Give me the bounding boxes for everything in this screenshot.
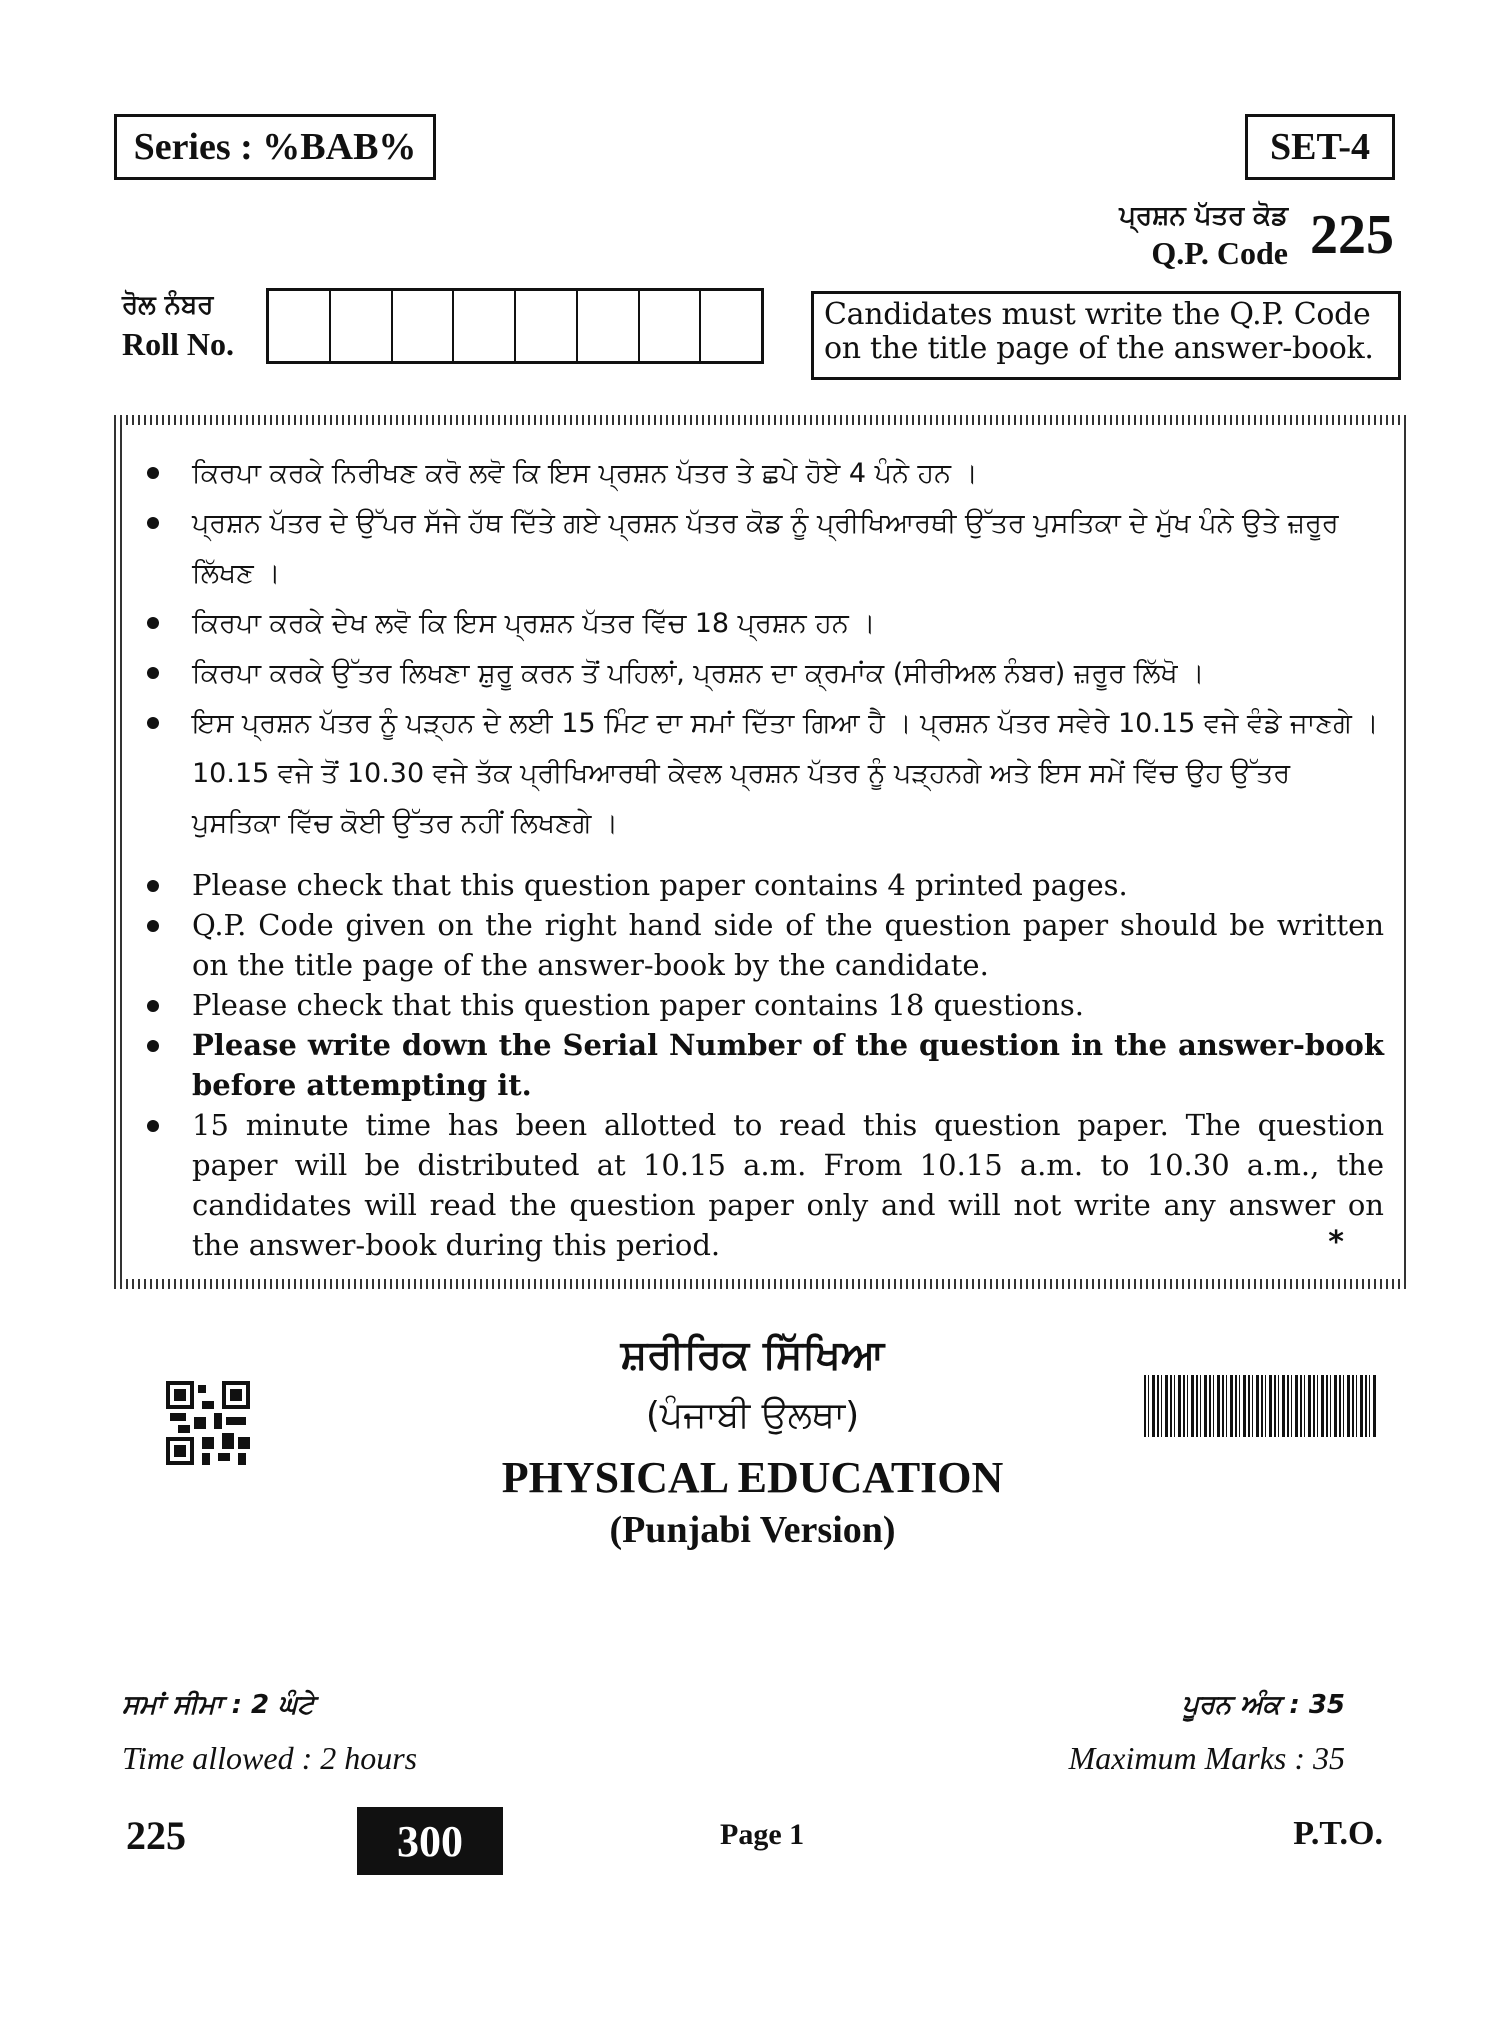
pto-label: P.T.O.: [1293, 1815, 1383, 1852]
version-label: (Punjabi Version): [609, 1509, 896, 1551]
qp-code-block: [1119, 198, 1394, 272]
qp-code-label-punjabi: ਪ੍ਰਸ਼ਨ ਪੱਤਰ ਕੋਡ: [1119, 201, 1288, 231]
instruction-item: [147, 1105, 1384, 1265]
serial-number-box: 300: [357, 1807, 503, 1875]
candidates-note: Candidates must write the Q.P. Code on the title page of the answer-book.: [811, 291, 1401, 380]
page-number: Page 1: [720, 1818, 805, 1851]
subject-title-punjabi: ਸ਼ਰੀਰਿਕ ਸਿੱਖਿਆ: [620, 1332, 885, 1378]
series-label: Series : %BAB%: [114, 114, 436, 180]
roll-box[interactable]: [393, 291, 455, 361]
instruction-item: ਕਿਰਪਾ ਕਰਕੇ ਉੱਤਰ ਲਿਖਣਾ ਸ਼ੁਰੂ ਕਰਨ ਤੋਂ ਪਹਿਲਾਂ, ਪ੍ਰਸ਼ਨ ਦਾ ਕ੍ਰਮਾਂਕ (ਸੀਰੀਅਲ ਨੰਬਰ) ਜ਼ਰੂਰ ਲਿੱਖੋ ।: [147, 649, 1384, 699]
max-marks: Maximum Marks : 35: [1068, 1740, 1345, 1776]
instruction-item: Please write down the Serial Number of the question in the answer-book before attempting it.: [147, 1025, 1384, 1105]
roll-label: Roll No.: [122, 326, 234, 362]
instruction-item: ਕਿਰਪਾ ਕਰਕੇ ਦੇਖ ਲਵੋ ਕਿ ਇਸ ਪ੍ਰਸ਼ਨ ਪੱਤਰ ਵਿੱਚ 18 ਪ੍ਰਸ਼ਨ ਹਨ ।: [147, 599, 1384, 649]
instruction-item: Please check that this question paper contains 18 questions.: [147, 985, 1384, 1025]
qp-code-label: Q.P. Code: [1151, 235, 1288, 271]
version-punjabi: (ਪੰਜਾਬੀ ਉਲਥਾ): [645, 1395, 860, 1436]
roll-box[interactable]: [331, 291, 393, 361]
time-allowed: Time allowed : 2 hours: [122, 1740, 418, 1776]
footer-qp-code: 225: [126, 1813, 186, 1858]
roll-label-punjabi: ਰੋਲ ਨੰਬਰ: [122, 290, 214, 320]
roll-box[interactable]: [269, 291, 331, 361]
roll-box[interactable]: [701, 291, 761, 361]
instruction-text: 15 minute time has been allotted to read this question paper. The question paper will be distributed at 10.15 a.m. From 10.15 a.m. to 10.30 a.m., the candidates will read the question paper only and will not write any answer on the answer-book during this period.: [192, 1108, 1384, 1262]
roll-box[interactable]: [578, 291, 640, 361]
instruction-item: Q.P. Code given on the right hand side of the question paper should be written on the title page of the answer-book by the candidate.: [147, 905, 1384, 985]
max-marks-punjabi: ਪੂਰਨ ਅੰਕ : 35: [1182, 1690, 1345, 1720]
roll-box[interactable]: [454, 291, 516, 361]
qp-code: 225: [1310, 204, 1394, 266]
instructions-frame: [114, 415, 1410, 1289]
roll-number-boxes[interactable]: [266, 288, 764, 364]
time-allowed-punjabi: ਸਮਾਂ ਸੀਮਾ : 2 ਘੰਟੇ: [122, 1690, 315, 1720]
set-label: SET-4: [1245, 114, 1395, 180]
instructions-punjabi: [147, 449, 1384, 849]
subject-title: PHYSICAL EDUCATION: [501, 1453, 1004, 1502]
star-mark: *: [1328, 1225, 1344, 1260]
instruction-item: ਇਸ ਪ੍ਰਸ਼ਨ ਪੱਤਰ ਨੂੰ ਪੜ੍ਹਨ ਦੇ ਲਈ 15 ਮਿੰਟ ਦਾ ਸਮਾਂ ਦਿੱਤਾ ਗਿਆ ਹੈ । ਪ੍ਰਸ਼ਨ ਪੱਤਰ ਸਵੇਰੇ 10.15 ਵਜੇ ਵੰਡੇ ਜਾਣਗੇ । 10.15 ਵਜੇ ਤੋਂ 10.30 ਵਜੇ ਤੱਕ ਪ੍ਰੀਖਿਆਰਥੀ ਕੇਵਲ ਪ੍ਰਸ਼ਨ ਪੱਤਰ ਨੂੰ ਪੜ੍ਹਨਗੇ ਅਤੇ ਇਸ ਸਮੇਂ ਵਿੱਚ ਉਹ ਉੱਤਰ ਪੁਸਤਿਕਾ ਵਿੱਚ ਕੋਈ ਉੱਤਰ ਨਹੀਂ ਲਿਖਣਗੇ ।: [147, 699, 1384, 849]
instruction-item: ਪ੍ਰਸ਼ਨ ਪੱਤਰ ਦੇ ਉੱਪਰ ਸੱਜੇ ਹੱਥ ਦਿੱਤੇ ਗਏ ਪ੍ਰਸ਼ਨ ਪੱਤਰ ਕੋਡ ਨੂੰ ਪ੍ਰੀਖਿਆਰਥੀ ਉੱਤਰ ਪੁਸਤਿਕਾ ਦੇ ਮੁੱਖ ਪੰਨੇ ਉਤੇ ਜ਼ਰੂਰ ਲਿੱਖਣ ।: [147, 499, 1384, 599]
instruction-item: ਕਿਰਪਾ ਕਰਕੇ ਨਿਰੀਖਣ ਕਰੋ ਲਵੋ ਕਿ ਇਸ ਪ੍ਰਸ਼ਨ ਪੱਤਰ ਤੇ ਛਪੇ ਹੋਏ 4 ਪੰਨੇ ਹਨ ।: [147, 449, 1384, 499]
roll-box[interactable]: [516, 291, 578, 361]
instruction-item: Please check that this question paper contains 4 printed pages.: [147, 865, 1384, 905]
roll-box[interactable]: [640, 291, 702, 361]
roll-labels: [122, 286, 262, 364]
qp-code-labels: [1119, 198, 1288, 272]
instructions-english: [147, 865, 1384, 1265]
